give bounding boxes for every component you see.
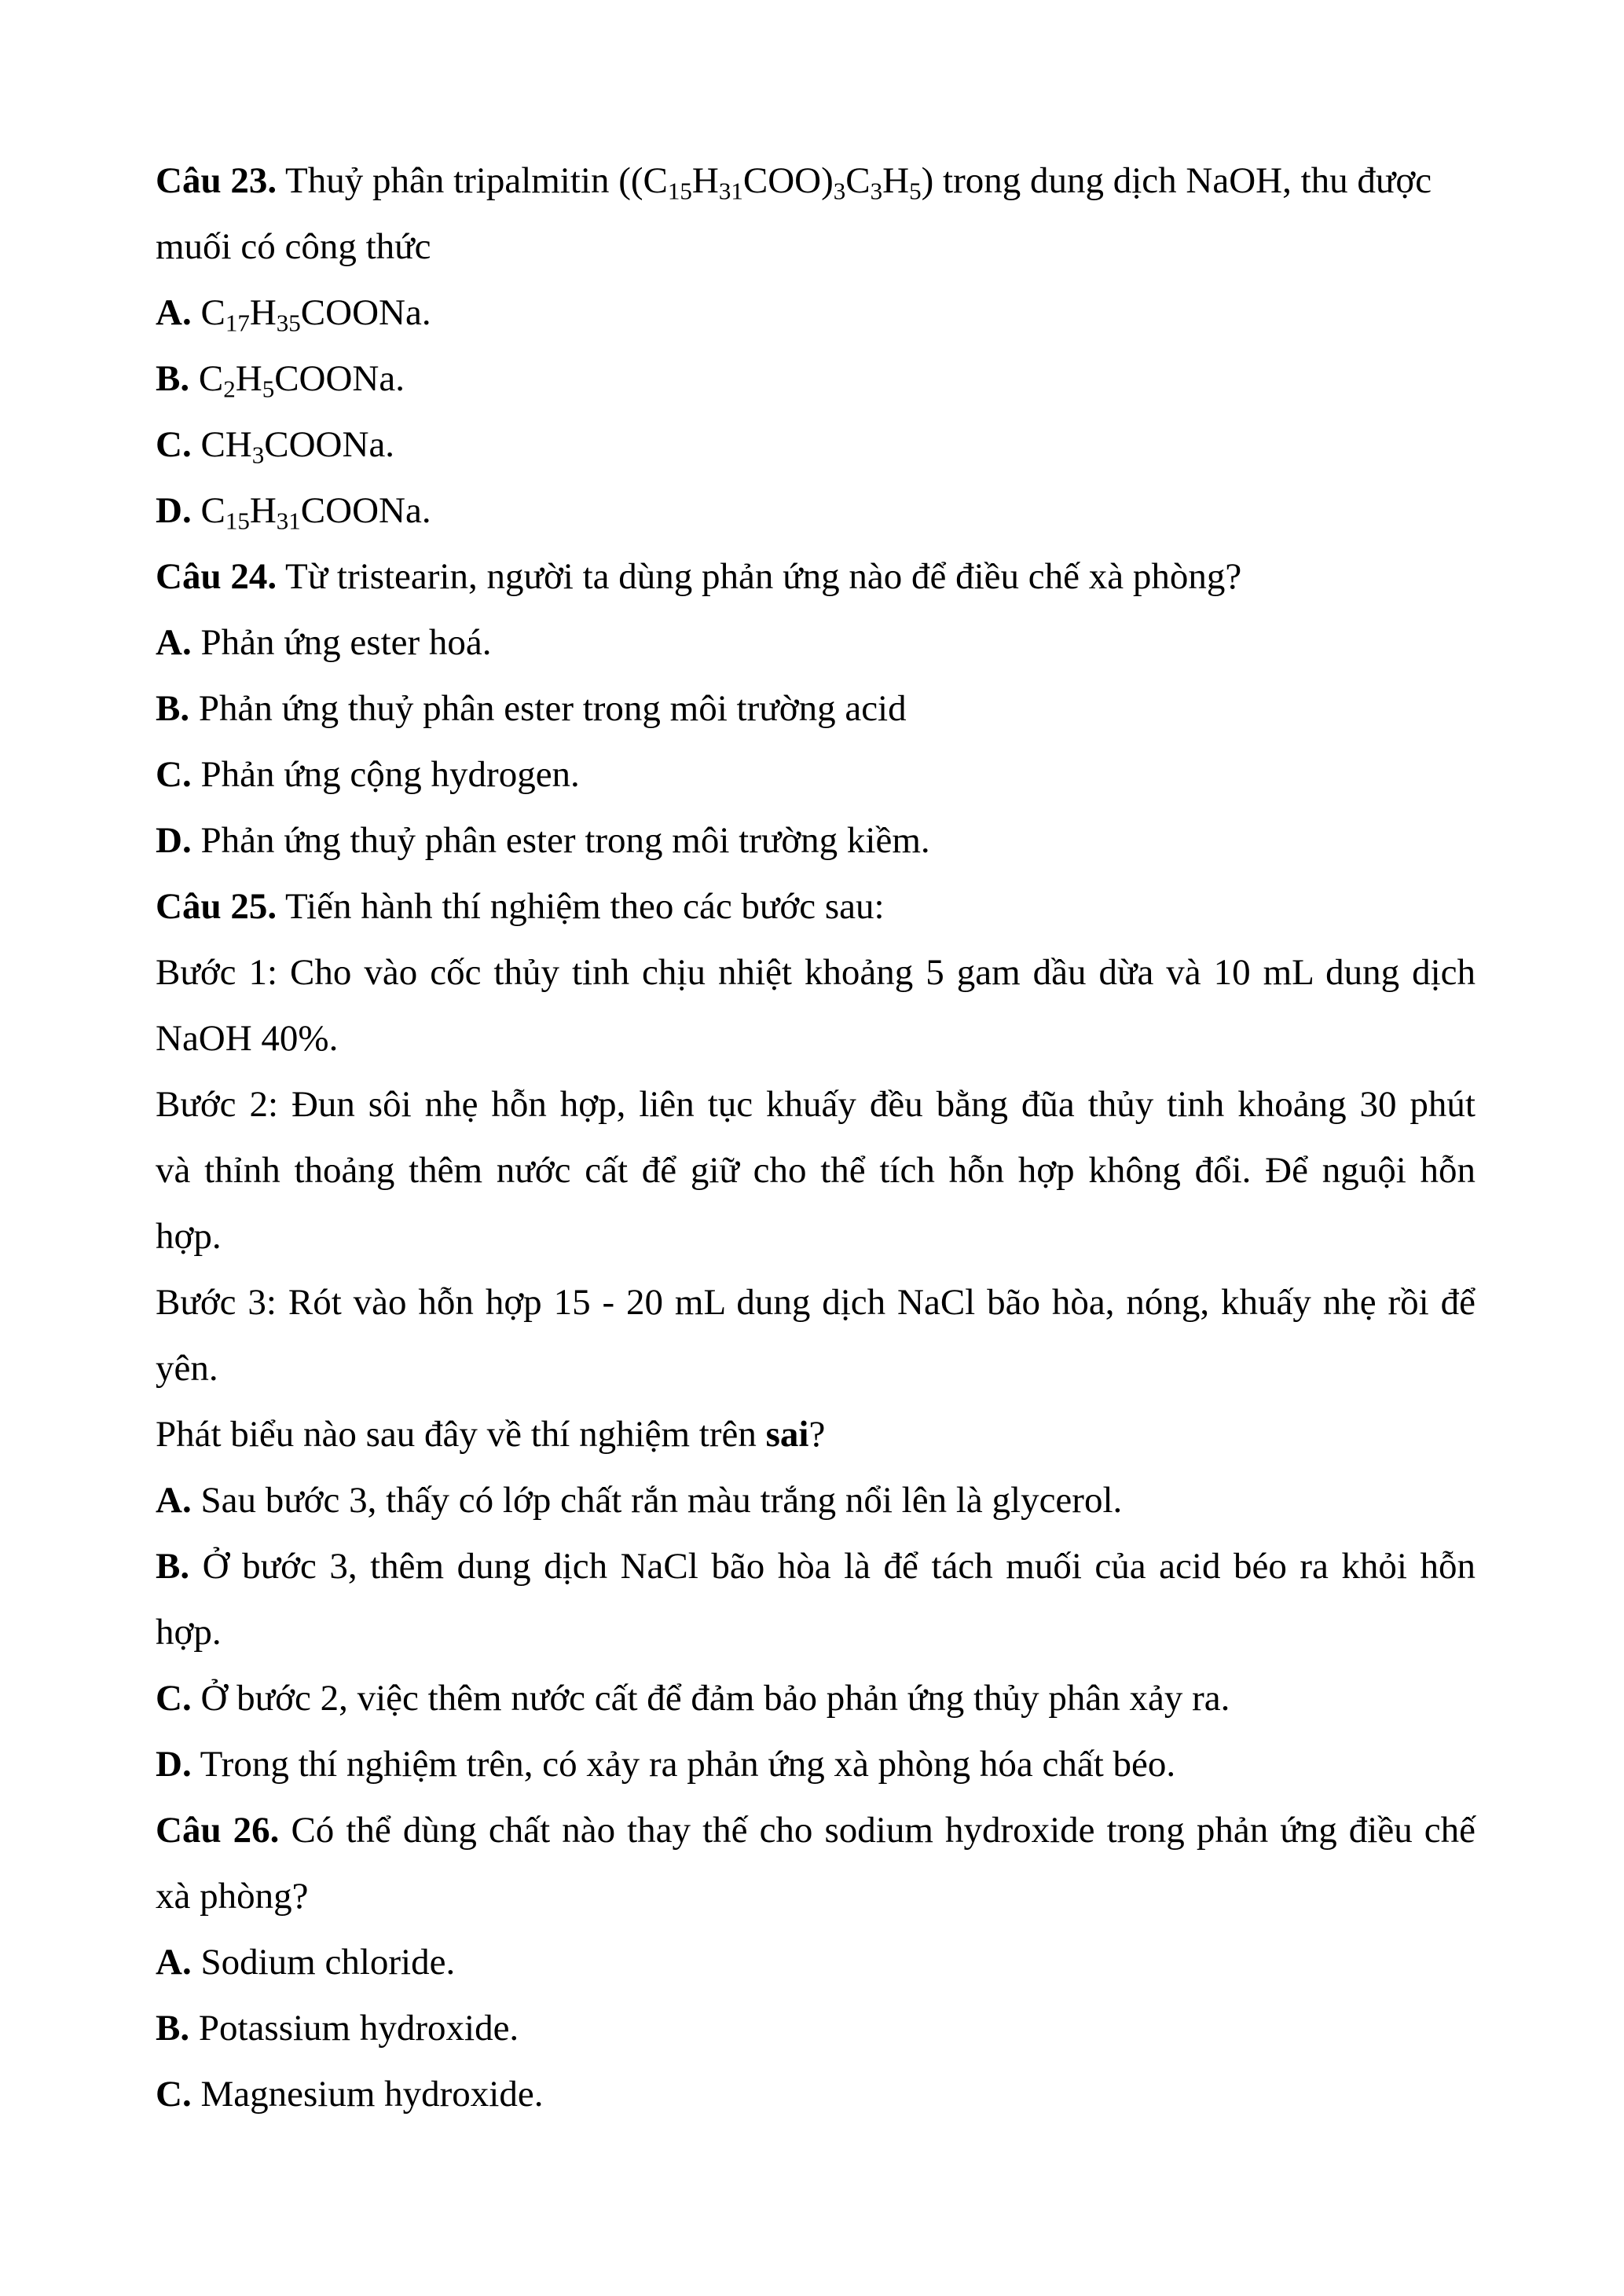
question-stem-line bbox=[156, 1203, 1476, 1269]
option-label: A. bbox=[156, 622, 192, 663]
option-label: C. bbox=[156, 754, 192, 795]
option-label: D. bbox=[156, 820, 192, 861]
text-run: C bbox=[189, 358, 224, 399]
answer-option bbox=[156, 1665, 1476, 1731]
text-run: Phát biểu nào sau đây về thí nghiệm trên bbox=[156, 1414, 766, 1455]
text-run: yên. bbox=[156, 1348, 218, 1389]
answer-option bbox=[156, 807, 1476, 873]
subscript: 3 bbox=[870, 177, 883, 205]
text-run: muối có công thức bbox=[156, 226, 431, 267]
text-run: Có thể dùng chất nào thay thế cho sodium hydroxide trong phản ứng điều chế bbox=[279, 1810, 1476, 1851]
answer-option bbox=[156, 346, 1476, 412]
text-run: COO) bbox=[742, 160, 834, 201]
question-stem bbox=[156, 544, 1476, 610]
subscript: 5 bbox=[262, 375, 275, 403]
text-run: ) trong dung dịch NaOH, thu được bbox=[921, 160, 1432, 201]
question-number: Câu 26. bbox=[156, 1810, 280, 1851]
text-run: H bbox=[882, 160, 910, 201]
text-run: Bước 1: Cho vào cốc thủy tinh chịu nhiệt khoảng 5 gam dầu dừa và 10 mL dung dịch bbox=[156, 952, 1476, 993]
text-run: COONa. bbox=[300, 292, 431, 333]
question-stem-line bbox=[156, 1863, 1476, 1929]
subscript: 3 bbox=[251, 441, 265, 469]
text-run: NaOH 40%. bbox=[156, 1018, 339, 1059]
question-stem-line bbox=[156, 1335, 1476, 1401]
subscript: 3 bbox=[833, 177, 846, 205]
text-run: Sodium chloride. bbox=[191, 1942, 456, 1983]
text-run: C bbox=[191, 292, 225, 333]
answer-option-continuation bbox=[156, 1599, 1476, 1665]
text-run: Bước 2: Đun sôi nhẹ hỗn hợp, liên tục khuấy đều bằng đũa thủy tinh khoảng 30 phút bbox=[156, 1084, 1476, 1125]
answer-option bbox=[156, 1731, 1476, 1797]
text-run: Bước 3: Rót vào hỗn hợp 15 - 20 mL dung dịch NaCl bão hòa, nóng, khuấy nhẹ rồi để bbox=[156, 1282, 1476, 1323]
text-run: Trong thí nghiệm trên, có xảy ra phản ứng xà phòng hóa chất béo. bbox=[191, 1744, 1176, 1785]
text-run: và thỉnh thoảng thêm nước cất để giữ cho thể tích hỗn hợp không đổi. Để nguội hỗn bbox=[156, 1150, 1476, 1191]
text-run: Sau bước 3, thấy có lớp chất rắn màu trắng nổi lên là glycerol. bbox=[191, 1480, 1123, 1521]
subscript: 2 bbox=[223, 375, 236, 403]
option-label: D. bbox=[156, 1744, 192, 1785]
text-run: COONa. bbox=[264, 424, 395, 465]
question-stem bbox=[156, 1797, 1476, 1863]
answer-option bbox=[156, 280, 1476, 346]
subscript: 15 bbox=[667, 177, 692, 205]
answer-option bbox=[156, 610, 1476, 676]
option-label: C. bbox=[156, 2074, 192, 2115]
text-run: Phản ứng ester hoá. bbox=[191, 622, 492, 663]
option-label: D. bbox=[156, 490, 192, 531]
text-run: ? bbox=[808, 1414, 826, 1455]
question-number: Câu 25. bbox=[156, 886, 277, 927]
text-run: Potassium hydroxide. bbox=[189, 2008, 519, 2049]
question-stem-line bbox=[156, 939, 1476, 1005]
answer-option bbox=[156, 1995, 1476, 2061]
option-label: B. bbox=[156, 1546, 190, 1587]
text-run: Ở bước 3, thêm dung dịch NaCl bão hòa là để tách muối của acid béo ra khỏi hỗn bbox=[189, 1546, 1476, 1587]
text-run: hợp. bbox=[156, 1612, 222, 1653]
text-run: C bbox=[845, 160, 871, 201]
text-run: Ở bước 2, việc thêm nước cất để đảm bảo phản ứng thủy phân xảy ra. bbox=[191, 1678, 1230, 1719]
answer-option bbox=[156, 478, 1476, 544]
text-run: xà phòng? bbox=[156, 1876, 309, 1917]
text-run: H bbox=[249, 490, 277, 531]
text-run: CH bbox=[191, 424, 252, 465]
question-stem bbox=[156, 148, 1476, 214]
emphasis-text: sai bbox=[765, 1414, 809, 1455]
answer-option bbox=[156, 1467, 1476, 1533]
text-run: H bbox=[235, 358, 262, 399]
subscript: 31 bbox=[718, 177, 743, 205]
text-run: Tiến hành thí nghiệm theo các bước sau: bbox=[277, 886, 885, 927]
option-label: C. bbox=[156, 1678, 192, 1719]
text-run: C bbox=[191, 490, 225, 531]
question-number: Câu 23. bbox=[156, 160, 277, 201]
answer-option bbox=[156, 676, 1476, 742]
subscript: 31 bbox=[276, 507, 301, 535]
question-stem-line bbox=[156, 1401, 1476, 1467]
subscript: 35 bbox=[276, 309, 301, 337]
text-run: Phản ứng thuỷ phân ester trong môi trường acid bbox=[189, 688, 907, 729]
option-label: C. bbox=[156, 424, 192, 465]
text-run: hợp. bbox=[156, 1216, 222, 1257]
text-run: COONa. bbox=[300, 490, 431, 531]
answer-option bbox=[156, 742, 1476, 807]
option-label: A. bbox=[156, 292, 192, 333]
subscript: 15 bbox=[225, 507, 250, 535]
option-label: B. bbox=[156, 2008, 190, 2049]
text-run: Magnesium hydroxide. bbox=[191, 2074, 544, 2115]
option-label: B. bbox=[156, 688, 190, 729]
subscript: 17 bbox=[225, 309, 250, 337]
text-run: COONa. bbox=[274, 358, 405, 399]
document-page bbox=[156, 148, 1476, 2127]
text-run: Phản ứng cộng hydrogen. bbox=[191, 754, 580, 795]
question-stem-line bbox=[156, 1137, 1476, 1203]
question-stem-line bbox=[156, 214, 1476, 280]
option-label: B. bbox=[156, 358, 190, 399]
text-run: H bbox=[249, 292, 277, 333]
answer-option bbox=[156, 1533, 1476, 1599]
question-stem-line bbox=[156, 1071, 1476, 1137]
subscript: 5 bbox=[909, 177, 922, 205]
question-stem-line bbox=[156, 1269, 1476, 1335]
answer-option bbox=[156, 2061, 1476, 2127]
option-label: A. bbox=[156, 1480, 192, 1521]
question-stem-line bbox=[156, 1005, 1476, 1071]
answer-option bbox=[156, 1929, 1476, 1995]
question-number: Câu 24. bbox=[156, 556, 277, 597]
answer-option bbox=[156, 412, 1476, 478]
option-label: A. bbox=[156, 1942, 192, 1983]
text-run: Thuỷ phân tripalmitin ((C bbox=[277, 160, 668, 201]
text-run: H bbox=[691, 160, 719, 201]
text-run: Phản ứng thuỷ phân ester trong môi trường kiềm. bbox=[191, 820, 930, 861]
text-run: Từ tristearin, người ta dùng phản ứng nào để điều chế xà phòng? bbox=[277, 556, 1242, 597]
question-stem bbox=[156, 873, 1476, 939]
